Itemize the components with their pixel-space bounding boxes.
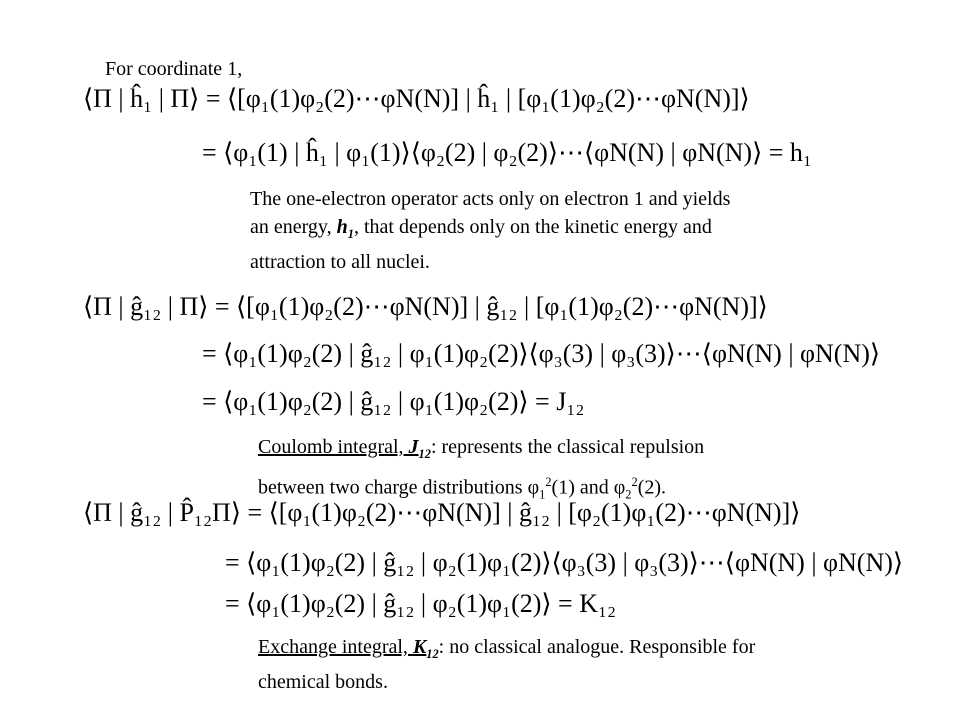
equation-h1-line2: = ⟨φ₁(1) | ĥ₁ | φ₁(1)⟩⟨φ₂(2) | φ₂(2)⟩⋯⟨φN(N) | φN(N)⟩ = h₁	[202, 138, 812, 167]
phi1-sub: 1	[539, 487, 546, 502]
coulomb-end: (2).	[637, 476, 667, 499]
coulomb-integral-label	[258, 436, 431, 461]
phi2-sup: 2	[631, 475, 638, 489]
phi2-symbol: φ	[613, 476, 626, 499]
symbol-K-sub: 12	[426, 647, 439, 661]
equation-k12-line1: ⟨Π | ĝ₁₂ | P̂₁₂Π⟩ = ⟨[φ₁(1)φ₂(2)⋯φN(N)] | ĝ₁₂ | [φ₂(1)φ₁(2)⋯φN(N)]⟩	[83, 498, 801, 527]
paragraph-exchange	[258, 633, 755, 696]
equation-g12-line1: ⟨Π | ĝ₁₂ | Π⟩ = ⟨[φ₁(1)φ₂(2)⋯φN(N)] | ĝ₁₂ | [φ₁(1)φ₂(2)⋯φN(N)]⟩	[83, 292, 768, 321]
coulomb-desc: : represents the classical repulsion	[430, 436, 705, 458]
coulomb-mid: (1) and	[551, 476, 614, 499]
symbol-h-sub: 1	[347, 227, 354, 241]
equation-k12-line3: = ⟨φ₁(1)φ₂(2) | ĝ₁₂ | φ₂(1)φ₁(2)⟩ = K₁₂	[225, 589, 617, 618]
equation-h1-line1	[83, 86, 750, 112]
paragraph-exchange-line1	[258, 633, 755, 668]
symbol-J: J	[408, 436, 419, 458]
paragraph-exchange-line2: chemical bonds.	[258, 671, 388, 693]
paragraph-coulomb-line1	[258, 433, 704, 468]
paragraph-one-electron-line3: attraction to all nuclei.	[250, 251, 430, 273]
exchange-desc: : no classical analogue. Responsible for	[438, 636, 756, 658]
exchange-text: Exchange integral,	[258, 636, 413, 658]
equation-g12-line2: = ⟨φ₁(1)φ₂(2) | ĝ₁₂ | φ₁(1)φ₂(2)⟩⟨φ₃(3) | φ₃(3)⟩⋯⟨φN(N) | φN(N)⟩	[202, 339, 881, 368]
heading-coordinate: For coordinate 1,	[105, 58, 243, 80]
equation-h1-lhs: ⟨Π | ĥ₁ | Π⟩ =	[83, 84, 227, 113]
phi1-sup: 2	[545, 475, 552, 489]
phi2-sub: 2	[625, 487, 632, 502]
symbol-h: h	[336, 216, 348, 238]
text-an-energy: an energy,	[250, 216, 337, 238]
equation-k12-line2: = ⟨φ₁(1)φ₂(2) | ĝ₁₂ | φ₂(1)φ₁(2)⟩⟨φ₃(3) | φ₃(3)⟩⋯⟨φN(N) | φN(N)⟩	[225, 548, 904, 577]
exchange-integral-label	[258, 636, 439, 661]
text-depends: , that depends only on the kinetic energy and	[353, 216, 712, 238]
equation-g12-line3: = ⟨φ₁(1)φ₂(2) | ĝ₁₂ | φ₁(1)φ₂(2)⟩ = J₁₂	[202, 387, 585, 416]
equation-h1-rhs: ⟨[φ₁(1)φ₂(2)⋯φN(N)] | ĥ₁ | [φ₁(1)φ₂(2)⋯φN(N)]⟩	[226, 84, 750, 113]
paragraph-one-electron	[250, 185, 730, 276]
coulomb-text: Coulomb integral,	[258, 436, 409, 458]
symbol-J-sub: 12	[418, 447, 431, 461]
phi1-symbol: φ	[527, 476, 540, 499]
paragraph-one-electron-line1: The one-electron operator acts only on electron 1 and yields	[250, 188, 731, 210]
paragraph-one-electron-line2	[250, 213, 730, 248]
symbol-K: K	[412, 636, 427, 658]
coulomb-desc2: between two charge distributions	[258, 476, 528, 499]
